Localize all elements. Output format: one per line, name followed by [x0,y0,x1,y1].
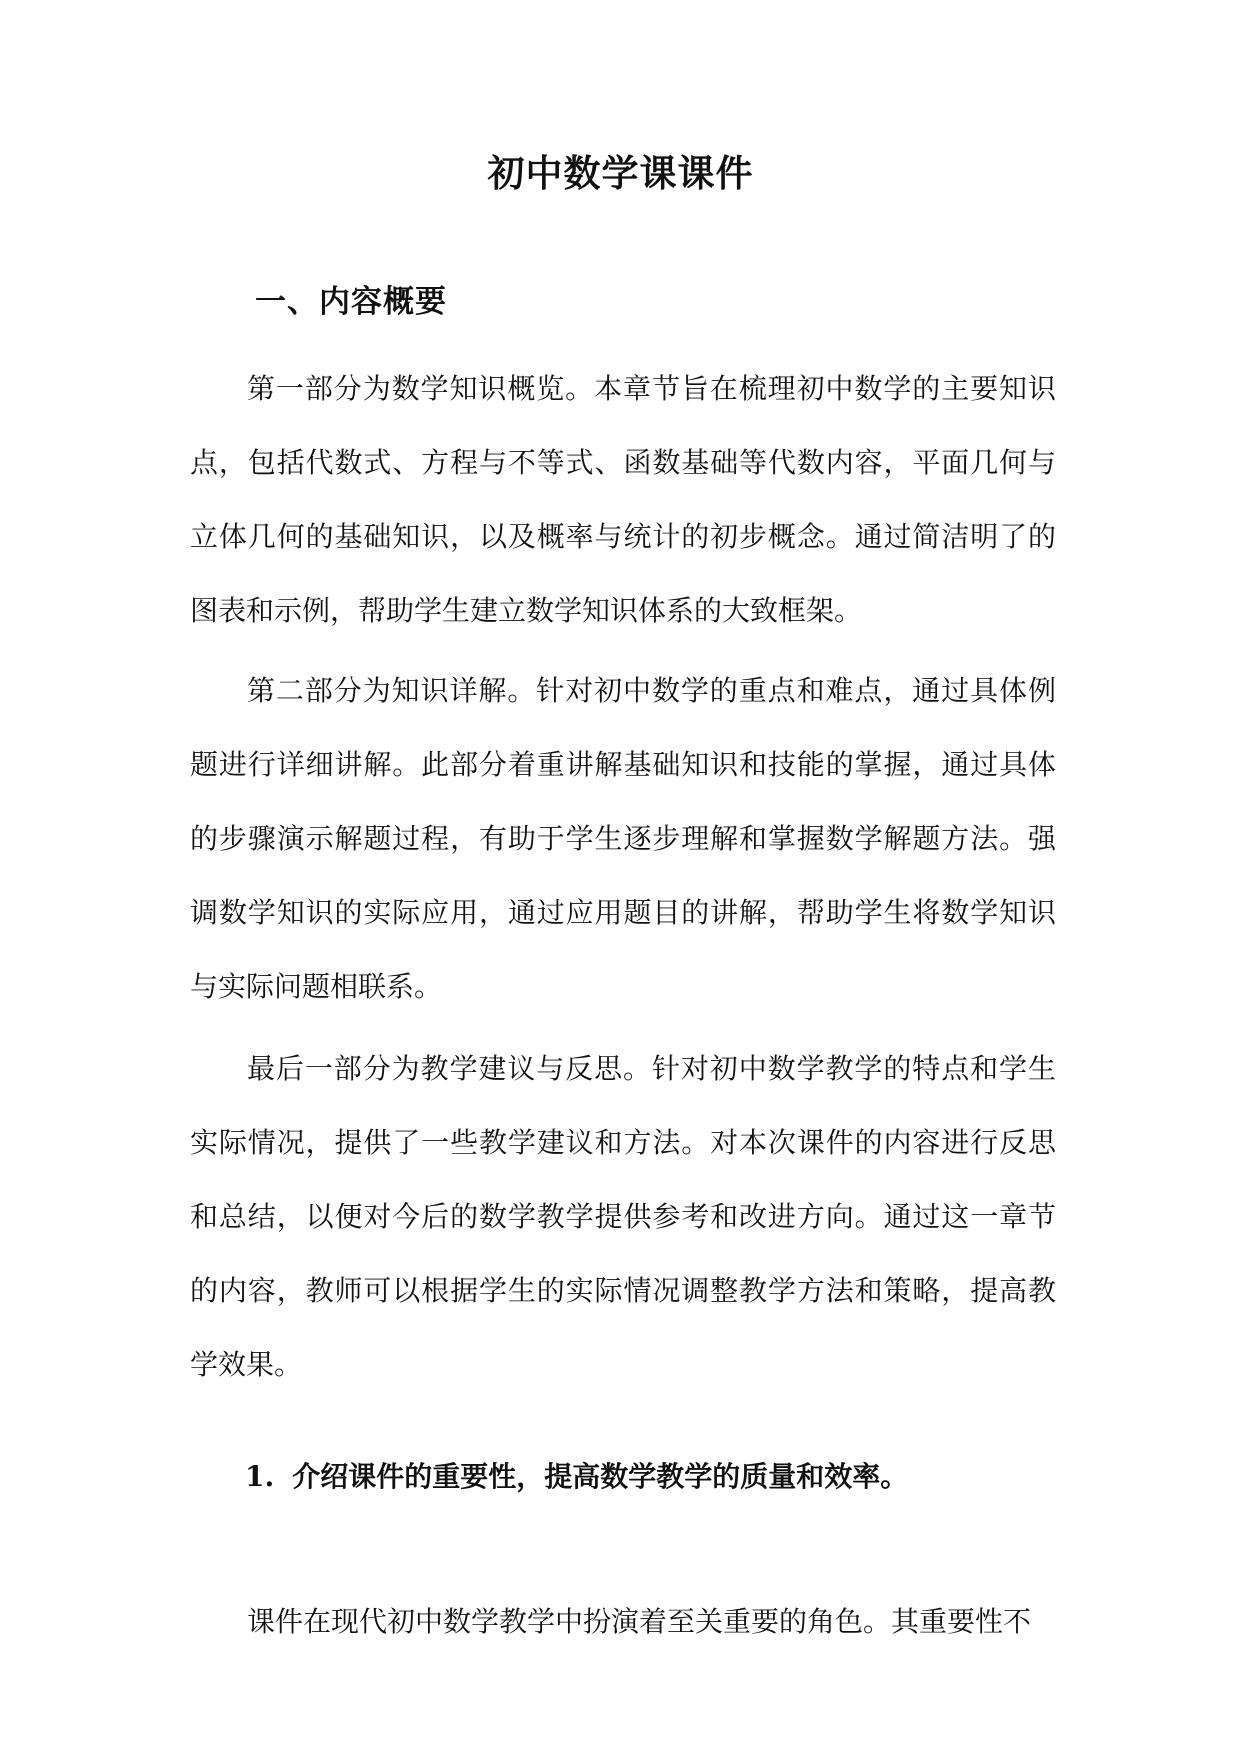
subsection-heading-text: 介绍课件的重要性，提高数学教学的质量和效率。 [292,1460,909,1493]
subsection-heading [245,1455,908,1499]
document-title: 初中数学课课件 [487,151,754,195]
paragraph-teaching-suggestions: 最后一部分为教学建议与反思。针对初中数学教学的特点和学生实际情况，提供了一些教学建议和方法。对本次课件的内容进行反思和总结，以便对今后的数学教学提供参考和改进方向。通过这一章节的内容，教师可以根据学生的实际情况调整教学方法和策略，提高教学效果。 [190,1052,1056,1381]
paragraph-knowledge-detail: 第二部分为知识详解。针对初中数学的重点和难点，通过具体例题进行详细讲解。此部分着重讲解基础知识和技能的掌握，通过具体的步骤演示解题过程，有助于学生逐步理解和掌握数学解题方法。强调数学知识的实际应用，通过应用题目的讲解，帮助学生将数学知识与实际问题相联系。 [190,674,1056,1003]
paragraph-courseware-importance: 课件在现代初中数学教学中扮演着至关重要的角色。其重要性不 [247,1605,1032,1638]
section-heading: 一、内容概要 [255,284,447,320]
paragraph-knowledge-overview: 第一部分为数学知识概览。本章节旨在梳理初中数学的主要知识点，包括代数式、方程与不等式、函数基础等代数内容，平面几何与立体几何的基础知识，以及概率与统计的初步概念。通过简洁明了的图表和示例，帮助学生建立数学知识体系的大致框架。 [190,372,1056,627]
subsection-number: 1. [245,1460,275,1493]
